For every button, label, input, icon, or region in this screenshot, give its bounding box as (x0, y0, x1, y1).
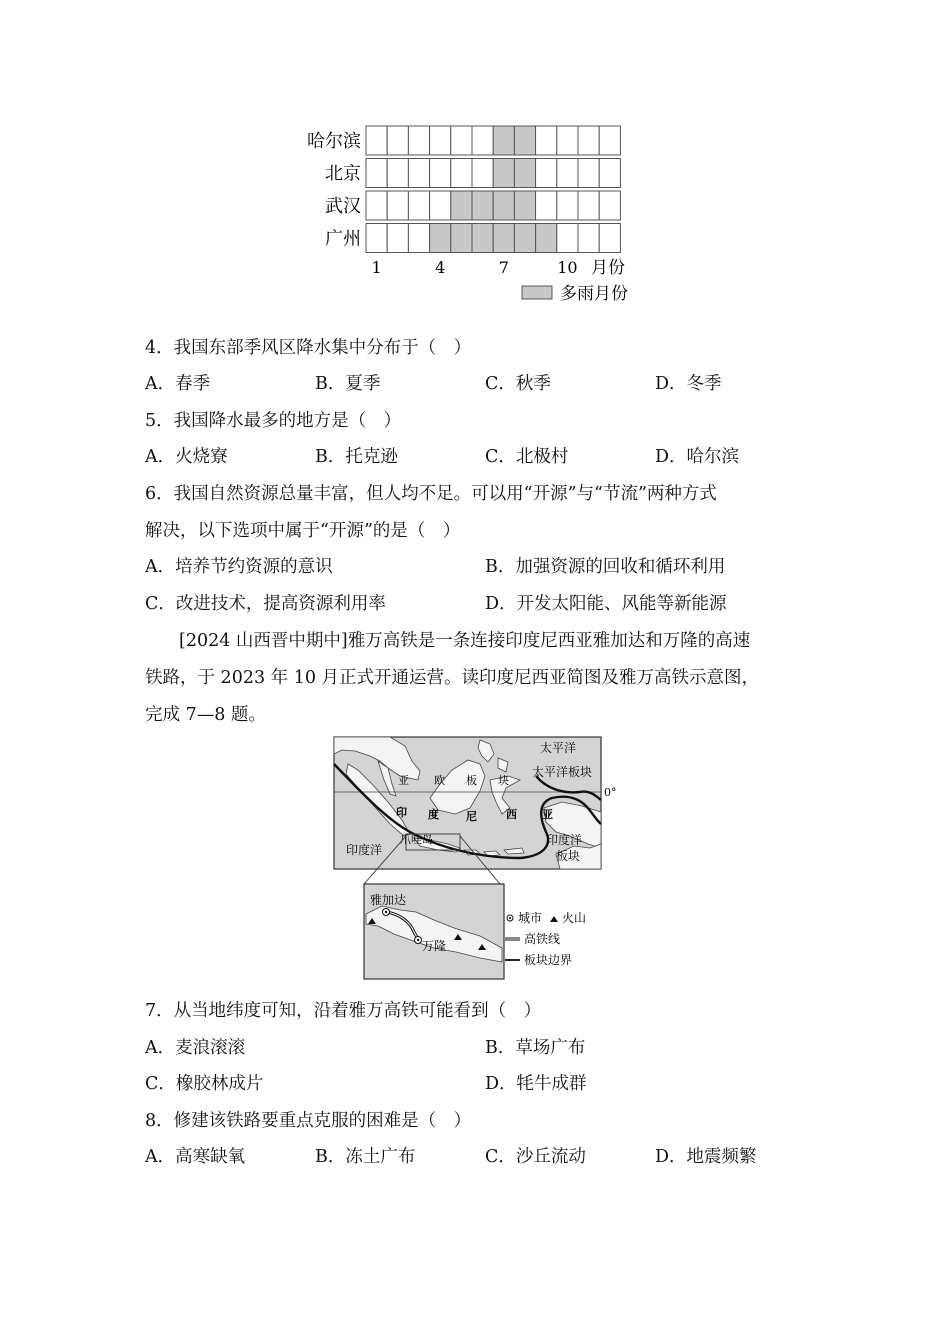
q6-stem-line2: 解决，以下选项中属于“开源”的是（ ） (145, 521, 461, 541)
q6-option-c[interactable]: C．改进技术，提高资源利用率 (145, 594, 386, 614)
rainy-month-cell (536, 224, 557, 253)
q8-option-b[interactable]: B．冻土广布 (315, 1147, 416, 1167)
q7-option-d[interactable]: D．牦牛成群 (485, 1074, 587, 1094)
month-cell (599, 126, 620, 155)
month-cell (430, 159, 451, 188)
month-cell (387, 159, 408, 188)
month-cell (408, 159, 429, 188)
legend-boundary-label: 板块边界 (524, 953, 573, 967)
row-label: 哈尔滨 (307, 131, 361, 152)
map-label-eurasia-1: 亚 (398, 774, 409, 787)
map-label-indo-1: 印 (396, 806, 407, 819)
indonesia-map (330, 736, 620, 984)
legend-swatch (522, 286, 552, 299)
q7-option-a[interactable]: A．麦浪滚滚 (145, 1038, 246, 1058)
month-cell (472, 159, 493, 188)
x-tick-label: 4 (435, 258, 446, 277)
legend-city-label: 城市 (518, 911, 543, 925)
month-cell (557, 126, 578, 155)
month-cell (578, 224, 599, 253)
legend-label: 多雨月份 (560, 284, 628, 304)
rainy-month-cell (493, 224, 514, 253)
month-cell (578, 191, 599, 220)
passage-line3: 完成 7—8 题。 (145, 705, 266, 725)
month-cell (599, 224, 620, 253)
q8-option-a[interactable]: A．高寒缺氧 (145, 1147, 246, 1167)
legend-railway-label: 高铁线 (524, 932, 561, 946)
q8-stem: 8．修建该铁路要重点克服的困难是（ ） (145, 1111, 472, 1131)
map-label-indo-2: 度 (428, 808, 439, 821)
map-label-indian-ocean: 印度洋 (346, 843, 383, 857)
map-label-indo-4: 西 (506, 808, 517, 821)
q4-option-c[interactable]: C．秋季 (485, 374, 551, 394)
x-tick-label: 1 (371, 258, 382, 277)
q4-option-b[interactable]: B．夏季 (315, 374, 381, 394)
inset-label-bandung: 万隆 (422, 939, 447, 953)
q6-option-b[interactable]: B．加强资源的回收和循环利用 (485, 557, 726, 577)
map-label-eurasia-3: 板 (466, 774, 477, 787)
bandung-city-dot (417, 939, 419, 941)
map-label-eurasia-2: 欧 (434, 774, 445, 787)
month-cell (408, 126, 429, 155)
rain-season-chart (290, 118, 670, 313)
q5-option-b[interactable]: B．托克逊 (315, 447, 398, 467)
passage-line1: [2024 山西晋中期中]雅万高铁是一条连接印度尼西亚雅加达和万隆的高速 (179, 631, 751, 651)
month-cell (599, 191, 620, 220)
month-cell (387, 191, 408, 220)
x-tick-label: 10 (557, 258, 578, 277)
legend-volcano-label: 火山 (562, 911, 587, 925)
q6-option-d[interactable]: D．开发太阳能、风能等新能源 (485, 594, 727, 614)
map-label-eurasia-4: 块 (498, 774, 509, 787)
rainy-month-cell (472, 191, 493, 220)
q6-stem-line1: 6．我国自然资源总量丰富，但人均不足。可以用“开源”与“节流”两种方式 (145, 484, 717, 504)
q7-stem: 7．从当地纬度可知，沿着雅万高铁可能看到（ ） (145, 1001, 542, 1021)
month-cell (430, 191, 451, 220)
month-cell (430, 126, 451, 155)
q5-option-c[interactable]: C．北极村 (485, 447, 569, 467)
row-label: 广州 (325, 228, 361, 250)
rainy-month-cell (514, 191, 535, 220)
month-cell (366, 224, 387, 253)
rainy-month-cell (451, 191, 472, 220)
rainy-month-cell (493, 159, 514, 188)
map-label-indo-3: 尼 (466, 810, 477, 823)
month-cell (557, 224, 578, 253)
q7-option-c[interactable]: C．橡胶林成片 (145, 1074, 264, 1094)
month-cell (408, 224, 429, 253)
passage-line2: 铁路，于 2023 年 10 月正式开通运营。读印度尼西亚简图及雅万高铁示意图， (145, 668, 760, 688)
legend-volcano-icon (550, 916, 558, 922)
month-cell (408, 191, 429, 220)
month-cell (472, 126, 493, 155)
rainy-month-cell (430, 224, 451, 253)
q4-option-a[interactable]: A．春季 (145, 374, 211, 394)
q5-option-d[interactable]: D．哈尔滨 (655, 447, 740, 467)
map-label-indian-plate-2: 板块 (556, 849, 581, 863)
x-tick-label: 7 (498, 258, 509, 277)
month-cell (557, 159, 578, 188)
month-cell (599, 159, 620, 188)
map-label-indo-5: 亚 (542, 808, 553, 821)
rainy-month-cell (493, 191, 514, 220)
month-cell (366, 126, 387, 155)
map-label-indian-plate-1: 印度洋 (546, 833, 583, 847)
month-cell (578, 126, 599, 155)
inset-label-jakarta: 雅加达 (370, 893, 407, 907)
map-label-equator: 0° (604, 786, 617, 799)
map-label-pacific-plate: 太平洋板块 (532, 765, 593, 779)
rainy-month-cell (472, 224, 493, 253)
row-label: 北京 (325, 163, 361, 185)
map-label-java: 爪哇岛 (400, 833, 433, 846)
jakarta-city-dot (385, 911, 387, 913)
q4-stem: 4．我国东部季风区降水集中分布于（ ） (145, 338, 472, 358)
q4-option-d[interactable]: D．冬季 (655, 374, 722, 394)
rainy-month-cell (493, 126, 514, 155)
month-cell (578, 159, 599, 188)
month-cell (387, 224, 408, 253)
rainy-month-cell (514, 126, 535, 155)
q5-option-a[interactable]: A．火烧寮 (145, 447, 228, 467)
q6-option-a[interactable]: A．培养节约资源的意识 (145, 557, 333, 577)
month-cell (451, 159, 472, 188)
month-cell (366, 159, 387, 188)
month-cell (387, 126, 408, 155)
month-cell (536, 159, 557, 188)
rainy-month-cell (514, 224, 535, 253)
month-cell (557, 191, 578, 220)
legend-city-icon-dot (509, 917, 511, 919)
x-axis-label: 月份 (591, 258, 625, 278)
q5-stem: 5．我国降水最多的地方是（ ） (145, 411, 402, 431)
month-cell (536, 126, 557, 155)
month-cell (366, 191, 387, 220)
q7-option-b[interactable]: B．草场广布 (485, 1038, 586, 1058)
map-label-pacific: 太平洋 (540, 741, 577, 755)
month-cell (536, 191, 557, 220)
rainy-month-cell (514, 159, 535, 188)
rainy-month-cell (451, 224, 472, 253)
row-label: 武汉 (325, 196, 361, 217)
q8-option-d[interactable]: D．地震频繁 (655, 1147, 757, 1167)
month-cell (451, 126, 472, 155)
q8-option-c[interactable]: C．沙丘流动 (485, 1147, 586, 1167)
